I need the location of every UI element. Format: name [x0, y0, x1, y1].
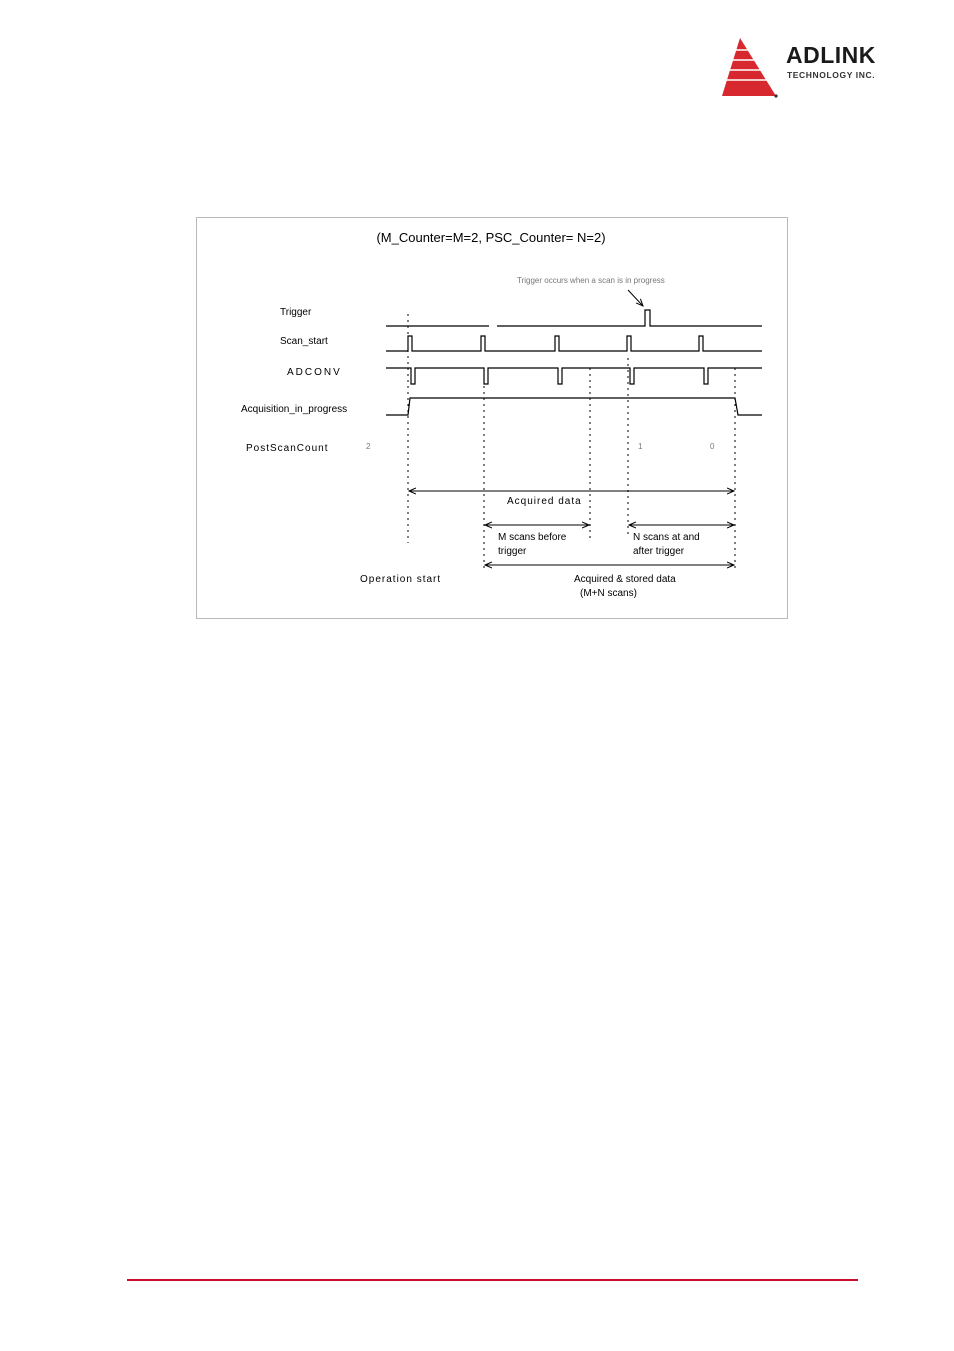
timing-diagram	[196, 217, 788, 619]
signal-label-acquisition: Acquisition_in_progress	[241, 404, 348, 415]
signal-label-post-scan-count: PostScanCount	[246, 443, 329, 454]
adlink-triangle-icon	[718, 36, 788, 100]
vertical-guides	[408, 314, 735, 568]
signal-label-trigger: Trigger	[280, 307, 312, 318]
signal-label-scan-start: Scan_start	[280, 336, 328, 347]
footer-rule	[127, 1279, 858, 1281]
operation-start-label: Operation start	[360, 574, 442, 585]
stored-data-label-line1: Acquired & stored data	[574, 574, 676, 585]
n-scans-label-line2: after trigger	[633, 546, 685, 557]
trigger-annotation: Trigger occurs when a scan is in progress	[517, 276, 665, 285]
acquired-data-label: Acquired data	[507, 496, 582, 507]
m-scans-label-line2: trigger	[498, 546, 527, 557]
acquisition-waveform	[386, 398, 762, 415]
n-scans-label-line1: N scans at and	[633, 532, 700, 543]
count-value-second: 0	[710, 442, 715, 451]
count-value-first: 1	[638, 442, 643, 451]
adconv-waveform	[386, 368, 762, 384]
signal-label-adconv: ADCONV	[287, 367, 342, 378]
scan-start-waveform	[386, 336, 762, 351]
brand-name: ADLINK	[786, 42, 876, 68]
count-value-start: 2	[366, 442, 371, 451]
m-scans-label-line1: M scans before	[498, 532, 567, 543]
brand-subtitle: TECHNOLOGY INC.	[787, 70, 876, 80]
timing-diagram-canvas	[197, 218, 789, 620]
diagram-title: (M_Counter=M=2, PSC_Counter= N=2)	[376, 230, 606, 245]
trigger-waveform	[386, 310, 762, 326]
annotation-arrow	[628, 290, 643, 306]
stored-data-label-line2: (M+N scans)	[580, 588, 637, 599]
